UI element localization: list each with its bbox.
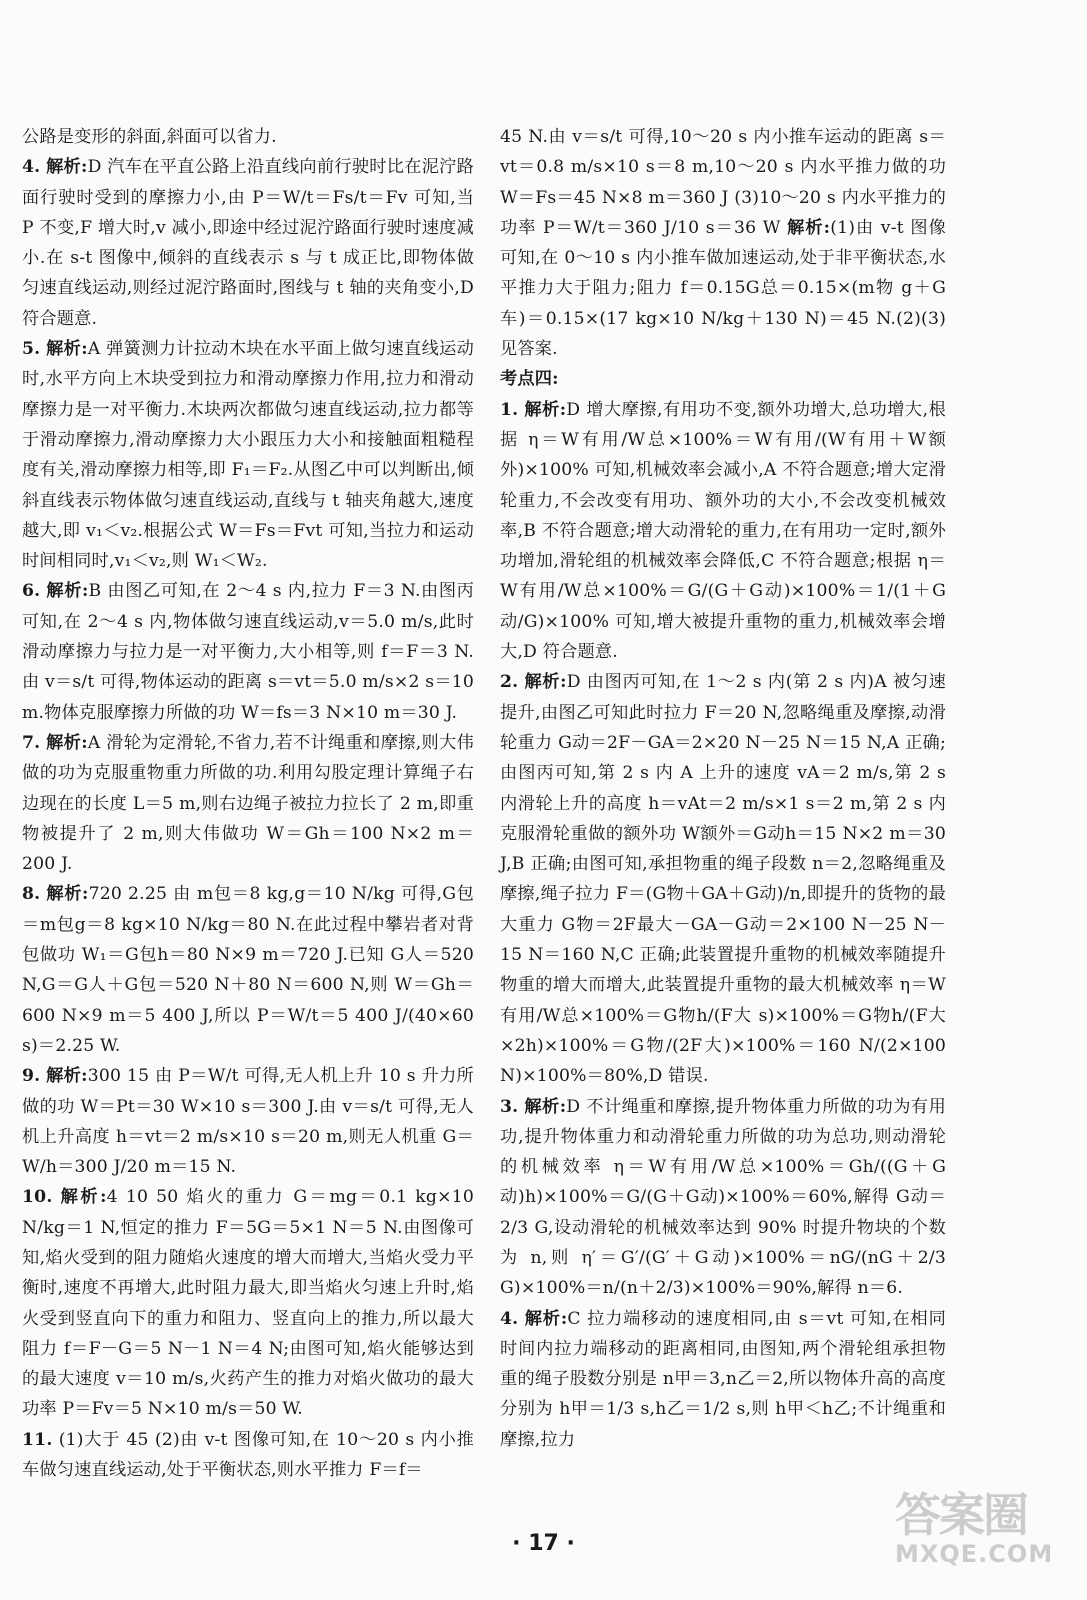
answer-item: 45 N.由 v＝s/t 可得,10～20 s 内小推车运动的距离 s＝vt＝0.8 m/s×10 s＝8 m,10～20 s 内水平推力做的功 W＝Fs＝45 N×8 m＝360 J (3)10～20 s 内水平推力的功率 P＝W/t＝360 J/10 s＝36 W 解析:(1)由 v-t 图像可知,在 0～10 s 内小推车做加速运动,处于非平衡状态,水平推力大于阻力;阻力 f＝0.15G总＝0.15×(m物 g＋G车)＝0.15×(17 kg×10 N/kg＋130 N)＝45 N.(2)(3)见答案. [500, 127, 946, 360]
answer-item: 7. 解析:A 滑轮为定滑轮,不省力,若不计绳重和摩擦,则大伟做的功为克服重物重力所做的功.利用勾股定理计算绳子右边现在的长度 L＝5 m,则右边绳子被拉力拉长了 2 m,即重物被提升了 2 m,则大伟做功 W＝Gh＝100 N×2 m＝200 J. [22, 732, 474, 875]
answer-item: 9. 解析:300 15 由 P＝W/t 可得,无人机上升 10 s 升力所做的功 W＝Pt＝30 W×10 s＝300 J.由 v＝s/t 可得,无人机上升高度 h＝vt＝2 m/s×10 s＝20 m,则无人机重 G＝W/h＝300 J/20 m＝15 N. [22, 1066, 474, 1178]
watermark-text: 答案圈 [895, 1488, 1027, 1542]
answer-item: 公路是变形的斜面,斜面可以省力. [22, 127, 277, 147]
answer-item: 3. 解析:D 不计绳重和摩擦,提升物体重力所做的功为有用功,提升物体重力和动滑轮重力所做的功为总功,则动滑轮的机械效率 η＝W有用/W总×100%＝Gh/((G＋G动)h)×100%＝G/(G＋G动)×100%＝60%,解得 G动＝2/3 G,设动滑轮的机械效率达到 90% 时提升物块的个数为 n,则 η′＝G′/(G′＋G动)×100%＝nG/(nG＋2/3 G)×100%＝n/(n＋2/3)×100%＝90%,解得 n＝6. [500, 1096, 946, 1299]
page-number: · 17 · [512, 1531, 575, 1556]
left-column [22, 122, 474, 1485]
answer-item: 2. 解析:D 由图丙可知,在 1～2 s 内(第 2 s 内)A 被匀速提升,由图乙可知此时拉力 F＝20 N,忽略绳重及摩擦,动滑轮重力 G动＝2F－GA＝2×20 N－25 N＝15 N,A 正确;由图丙可知,第 2 s 内 A 上升的速度 vA＝2 m/s,第 2 s 内滑轮上升的高度 h＝vAt＝2 m/s×1 s＝2 m,第 2 s 内克服滑轮重做的额外功 W额外＝G动h＝15 N×2 m＝30 J,B 正确;由图可知,承担物重的绳子段数 n＝2,忽略绳重及摩擦,绳子拉力 F＝(G物＋GA＋G动)/n,即提升的货物的最大重力 G物＝2F最大－GA－G动＝2×100 N－25 N－15 N＝160 N,C 正确;此装置提升重物的机械效率随提升物重的增大而增大,此装置提升重物的最大机械效率 η＝W有用/W总×100%＝G物h/(F大 s)×100%＝G物h/(F大×2h)×100%＝G物/(2F大)×100%＝160 N/(2×100 N)×100%＝80%,D 错误. [500, 672, 946, 1087]
watermark-url: MXQE.COM [895, 1540, 1054, 1568]
answer-item: 1. 解析:D 增大摩擦,有用功不变,额外功增大,总功增大,根据 η＝W有用/W总×100%＝W有用/(W有用＋W额外)×100% 可知,机械效率会减小,A 不符合题意;增大定滑轮重力,不会改变有用功、额外功的大小,不会改变机械效率,B 不符合题意;增大动滑轮的重力,在有用功一定时,额外功增加,滑轮组的机械效率会降低,C 不符合题意;根据 η＝W有用/W总×100%＝G/(G＋G动)×100%＝1/(1＋G动/G)×100% 可知,增大被提升重物的重力,机械效率会增大,D 符合题意. [500, 399, 946, 663]
answer-item: 5. 解析:A 弹簧测力计拉动木块在水平面上做匀速直线运动时,水平方向上木块受到拉力和滑动摩擦力作用,拉力和滑动摩擦力是一对平衡力.木块两次都做匀速直线运动,拉力都等于滑动摩擦力,滑动摩擦力大小跟压力大小和接触面粗糙程度有关,滑动摩擦力相等,即 F₁＝F₂.从图乙中可以判断出,倾斜直线表示物体做匀速直线运动,直线与 t 轴夹角越大,速度越大,即 v₁＜v₂.根据公式 W＝Fs＝Fvt 可知,当拉力和运动时间相同时,v₁＜v₂,则 W₁＜W₂. [22, 339, 474, 572]
section-heading: 考点四: [500, 369, 559, 390]
answer-item: 10. 解析:4 10 50 焰火的重力 G＝mg＝0.1 kg×10 N/kg＝1 N,恒定的推力 F＝5G＝5×1 N＝5 N.由图像可知,焰火受到的阻力随焰火速度的增大而增大,当焰火受力平衡时,速度不再增大,此时阻力最大,即当焰火匀速上升时,焰火受到竖直向下的重力和阻力、竖直向上的推力,所以最大阻力 f＝F－G＝5 N－1 N＝4 N;由图可知,焰火能够达到的最大速度 v＝10 m/s,火药产生的推力对焰火做功的最大功率 P＝Fv＝5 N×10 m/s＝50 W. [22, 1187, 474, 1420]
answer-item: 4. 解析:D 汽车在平直公路上沿直线向前行驶时比在泥泞路面行驶时受到的摩擦力小,由 P＝W/t＝Fs/t＝Fv 可知,当 P 不变,F 增大时,v 减小,即途中经过泥泞路面行驶时速度减小.在 s-t 图像中,倾斜的直线表示 s 与 t 成正比,即物体做匀速直线运动,则经过泥泞路面时,图线与 t 轴的夹角变小,D 符合题意. [22, 157, 474, 329]
watermark-logo [895, 1490, 1075, 1590]
answer-item: 6. 解析:B 由图乙可知,在 2～4 s 内,拉力 F＝3 N.由图丙可知,在 2～4 s 内,物体做匀速直线运动,v＝5.0 m/s,此时滑动摩擦力与拉力是一对平衡力,大小相等,则 f＝F＝3 N.由 v＝s/t 可得,物体运动的距离 s＝vt＝5.0 m/s×2 s＝10 m.物体克服摩擦力所做的功 W＝fs＝3 N×10 m＝30 J. [22, 581, 474, 723]
answer-item: 8. 解析:720 2.25 由 m包＝8 kg,g＝10 N/kg 可得,G包＝m包g＝8 kg×10 N/kg＝80 N.在此过程中攀岩者对背包做功 W₁＝G包h＝80 N×9 m＝720 J.已知 G人＝520 N,G＝G人＋G包＝520 N＋80 N＝600 N,则 W＝Gh＝600 N×9 m＝5 400 J,所以 P＝W/t＝5 400 J/(40×60 s)＝2.25 W. [22, 884, 474, 1056]
right-column [500, 122, 946, 1455]
answer-item: 11. (1)大于 45 (2)由 v-t 图像可知,在 10～20 s 内小推车做匀速直线运动,处于平衡状态,则水平推力 F＝f＝ [22, 1429, 474, 1481]
answer-item: 4. 解析:C 拉力端移动的速度相同,由 s＝vt 可知,在相同时间内拉力端移动的距离相同,由图知,两个滑轮组承担物重的绳子股数分别是 n甲＝3,n乙＝2,所以物体升高的高度分别为 h甲＝1/3 s,h乙＝1/2 s,则 h甲＜h乙;不计绳重和摩擦,拉力 [500, 1308, 946, 1450]
